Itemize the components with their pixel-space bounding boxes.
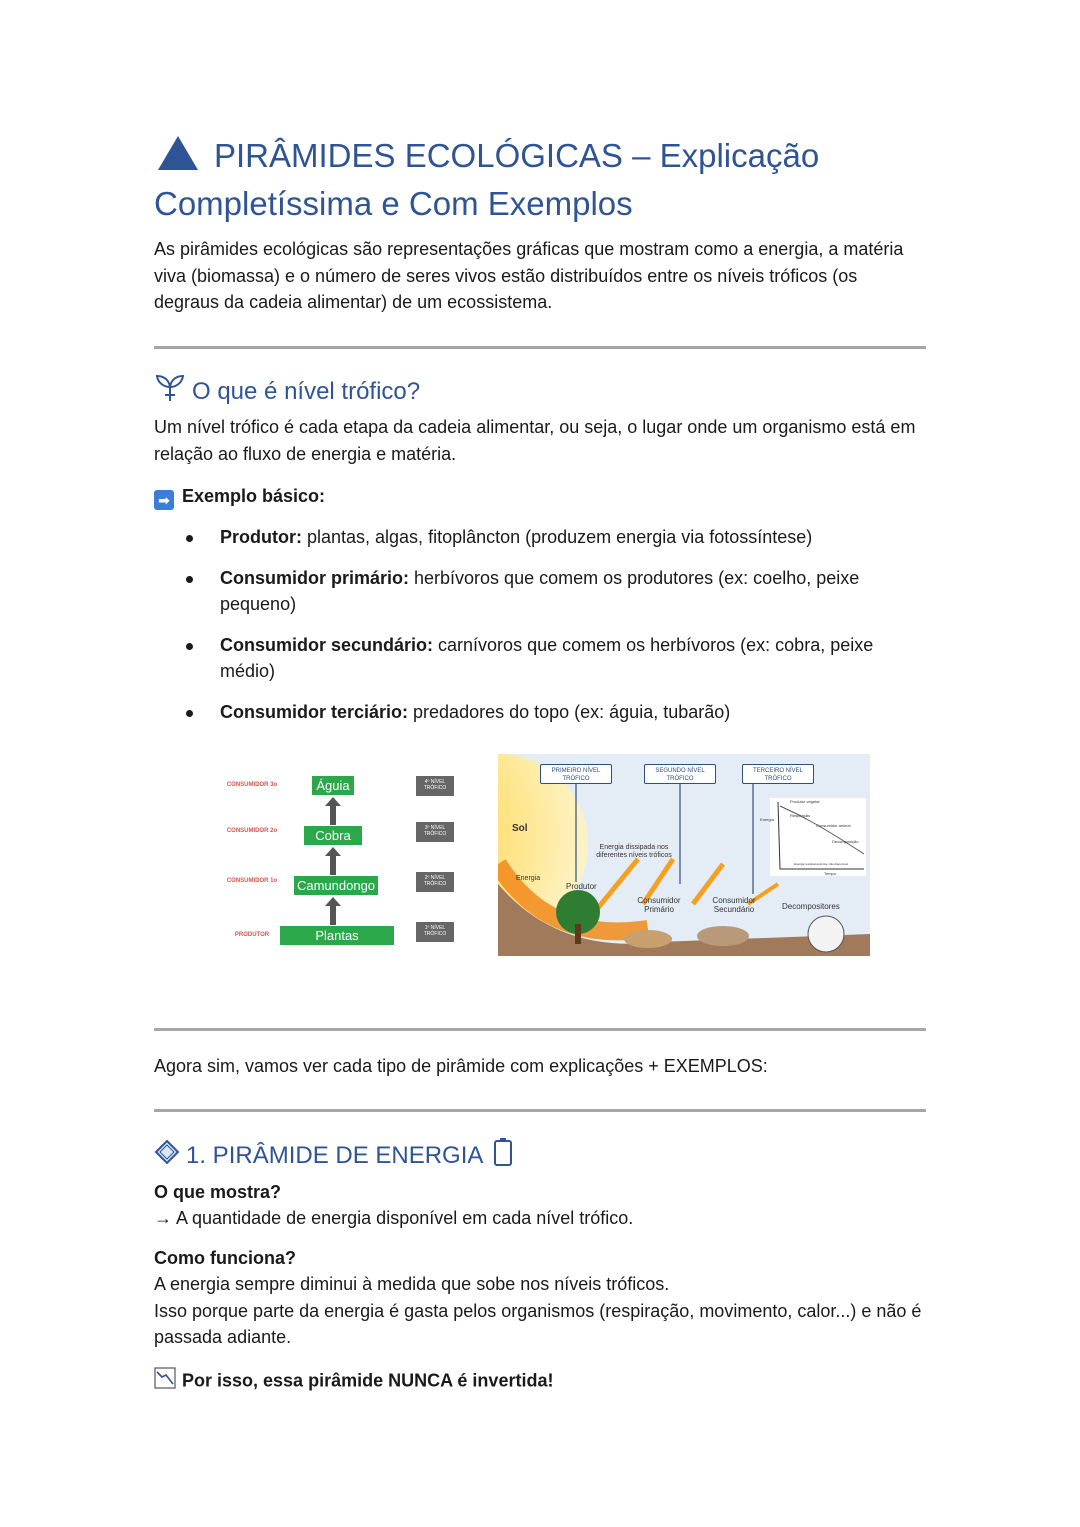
trophic-list <box>154 524 926 739</box>
producer-label: Produtor <box>566 882 597 891</box>
graph-time-label: Tempo <box>824 871 837 876</box>
graph-decomposition-label: Decomposição <box>832 839 859 844</box>
list-item-desc: herbívoros que comem os produtores (ex: coelho, peixe pequeno) <box>220 567 860 614</box>
energy-flow-diagram <box>498 754 870 956</box>
answer-how-line2: Isso porque parte da energia é gasta pelos organismos (respiração, movimento, calor...) e não é passada adiante. <box>154 1300 922 1347</box>
answer-how-line1: A energia sempre diminui à medida que sobe nos níveis tróficos. <box>154 1274 670 1294</box>
arrow-right-icon: ➡ <box>154 490 174 510</box>
conclusion <box>154 1367 926 1397</box>
bullet <box>186 643 193 650</box>
consumer-label: CONSUMIDOR 3o <box>226 782 278 788</box>
graph-energy-label: Energia <box>760 817 774 822</box>
energy-label: Energia <box>516 875 541 882</box>
list-item-term: Consumidor secundário: <box>220 634 434 655</box>
list-item-term: Produtor: <box>220 527 302 547</box>
question-what: O que mostra? <box>154 1182 282 1202</box>
dissipated-label: Energia dissipada nos diferentes níveis tróficos <box>596 844 672 859</box>
sun-label: Sol <box>512 823 528 834</box>
section2-heading <box>154 1137 519 1176</box>
secondary-consumer-label: Consumidor Secundário <box>712 896 756 914</box>
title-line2: Completíssima e Com Exemplos <box>154 185 633 222</box>
trophic-level-badge: 2º NÍVEL TRÓFICO <box>416 872 454 892</box>
bullet <box>186 576 193 583</box>
graph-producer-label: Produtor vegetal <box>790 799 820 804</box>
section1-text: Um nível trófico é cada etapa da cadeia alimentar, ou seja, o lugar onde um organismo está em relação ao fluxo de energia e matéria. <box>154 417 916 464</box>
triangle-icon <box>158 136 198 170</box>
consumer-label: CONSUMIDOR 1o <box>226 878 278 884</box>
list-item-desc: carnívoros que comem os herbívoros (ex: cobra, peixe médio) <box>220 634 874 681</box>
level2-box: SEGUNDO NÍVEL TRÓFICO <box>644 764 716 784</box>
graph-consumer-label: Consumidor animal <box>816 823 851 828</box>
consumer-label: CONSUMIDOR 2o <box>226 828 278 834</box>
food-chain-diagram <box>222 760 462 960</box>
chart-down-icon <box>154 1367 176 1397</box>
energy-flow-illustration <box>498 754 870 956</box>
battery-icon <box>493 1137 513 1176</box>
trophic-level-badge: 1º NÍVEL TRÓFICO <box>416 922 454 942</box>
organism-box: Cobra <box>304 826 362 845</box>
list-item-term: Consumidor primário: <box>220 567 410 588</box>
consumer-label: PRODUTOR <box>234 932 270 938</box>
section2-heading-text: 1. PIRÂMIDE DE ENERGIA <box>186 1141 483 1169</box>
organism-box: Plantas <box>280 926 394 945</box>
graph-respiration-label: Respiração <box>790 813 811 818</box>
arrow-up-icon <box>330 855 336 875</box>
diamond-icon <box>154 1139 180 1174</box>
level1-box: PRIMEIRO NÍVEL TRÓFICO <box>540 764 612 784</box>
divider <box>154 346 926 349</box>
graph-residual-label: Energia residual química, não disponível <box>794 862 849 866</box>
answer-what: → A quantidade de energia disponível em cada nível trófico. <box>154 1208 634 1228</box>
list-item-term: Consumidor terciário: <box>220 701 409 722</box>
answer-how <box>154 1271 926 1351</box>
section1-heading <box>154 373 420 412</box>
trophic-level-badge: 3º NÍVEL TRÓFICO <box>416 822 454 842</box>
organism-box: Camundongo <box>294 876 378 895</box>
page-title <box>154 132 954 228</box>
list-item <box>154 565 926 618</box>
divider <box>154 1028 926 1031</box>
arrow-up-icon <box>330 905 336 925</box>
divider <box>154 1109 926 1112</box>
decomposers-label: Decompositores <box>782 902 840 911</box>
bullet <box>186 710 193 717</box>
transition-text: Agora sim, vamos ver cada tipo de pirâmide com explicações + EXEMPLOS: <box>154 1056 768 1076</box>
list-item-desc: predadores do topo (ex: águia, tubarão) <box>408 701 731 722</box>
section1-heading-text: O que é nível trófico? <box>192 377 421 405</box>
arrow-up-icon <box>330 805 336 825</box>
example-label-text: Exemplo básico: <box>182 486 326 506</box>
trophic-level-badge: 4º NÍVEL TRÓFICO <box>416 776 454 796</box>
question-how: Como funciona? <box>154 1248 296 1268</box>
conclusion-text: Por isso, essa pirâmide NUNCA é invertida! <box>182 1370 554 1391</box>
bullet <box>186 535 193 542</box>
example-label <box>154 483 926 510</box>
intro-paragraph: As pirâmides ecológicas são representações gráficas que mostram como a energia, a matéria viva (biomassa) e o número de seres vivos estão distribuídos entre os níveis tróficos (os degraus da cadeia alimentar) de um ecossistema. <box>154 239 904 312</box>
primary-consumer-label: Consumidor Primário <box>637 896 681 914</box>
organism-box: Águia <box>312 776 354 795</box>
seedling-icon <box>154 373 186 412</box>
title-line1: PIRÂMIDES ECOLÓGICAS – Explicação <box>214 137 820 174</box>
list-item <box>154 699 926 726</box>
list-item-desc: plantas, algas, fitoplâncton (produzem energia via fotossíntese) <box>301 527 813 547</box>
list-item <box>154 632 926 685</box>
level3-box: TERCEIRO NÍVEL TRÓFICO <box>742 764 814 784</box>
list-item <box>154 524 926 551</box>
